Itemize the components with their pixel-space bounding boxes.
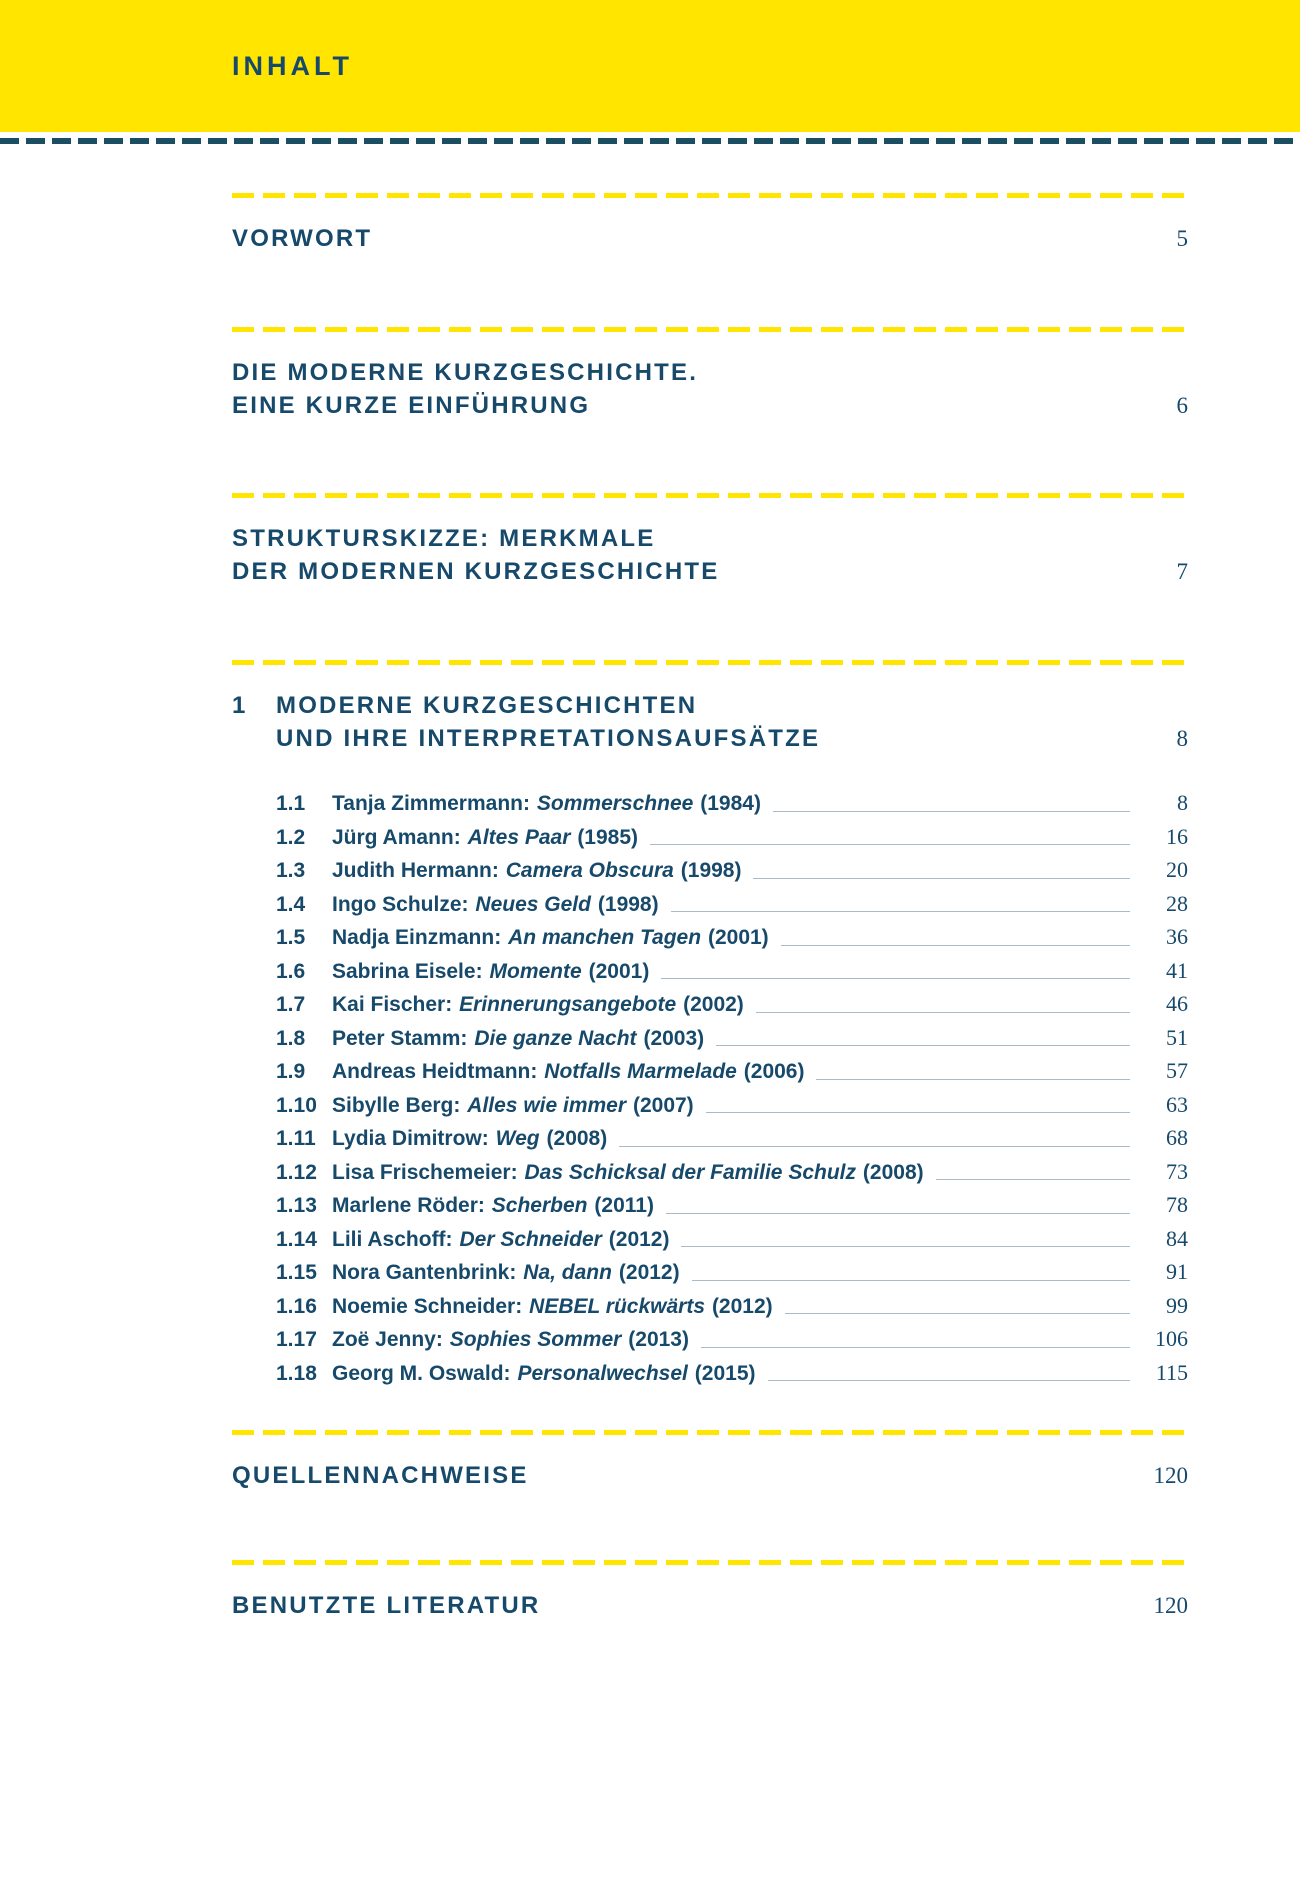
toc-entry <box>276 1356 1188 1390</box>
toc-entry <box>276 920 1188 954</box>
section-divider-dashed <box>232 493 1188 498</box>
entry-author: Marlene Röder: <box>332 1194 485 1217</box>
entry-author: Kai Fischer: <box>332 993 453 1016</box>
entry-title: Sophies Sommer <box>449 1328 622 1351</box>
entry-page-number: 28 <box>1166 890 1188 916</box>
entry-page-number: 99 <box>1166 1292 1188 1318</box>
header-divider-dashed <box>0 138 1300 144</box>
section-divider-dashed <box>232 1560 1188 1565</box>
toc-entry <box>276 786 1188 820</box>
entry-year: (2002) <box>683 993 744 1016</box>
leader-line <box>706 1112 1130 1113</box>
toc-entry <box>276 1054 1188 1088</box>
toc-entry <box>276 987 1188 1021</box>
leader-line <box>619 1146 1130 1147</box>
section-page-number: 5 <box>1176 226 1188 251</box>
toc-entry <box>276 1088 1188 1122</box>
entry-year: (2001) <box>588 959 650 983</box>
toc-section-4 <box>232 1430 1188 1492</box>
leader-line <box>773 811 1130 812</box>
section-divider-dashed <box>232 1430 1188 1435</box>
entry-title: Personalwechsel <box>517 1361 688 1385</box>
entry-title: Die ganze Nacht <box>474 1026 637 1050</box>
entry-author: Jürg Amann: <box>332 825 461 849</box>
entry-number: 1.16 <box>276 1294 317 1318</box>
entry-title: Altes Paar <box>467 825 571 849</box>
entry-author: Nora Gantenbrink: <box>332 1261 517 1284</box>
section-divider-dashed <box>232 660 1188 665</box>
page-title: INHALT <box>232 50 353 81</box>
entry-page-number: 63 <box>1166 1091 1188 1117</box>
entry-author: Peter Stamm: <box>332 1026 468 1050</box>
section-title-line: DIE MODERNE KURZGESCHICHTE. <box>232 359 699 386</box>
section-divider-dashed <box>232 193 1188 198</box>
section-title-line: MODERNE KURZGESCHICHTEN <box>276 692 698 719</box>
entry-title: Notfalls Marmelade <box>544 1060 737 1083</box>
section-title-line: STRUKTURSKIZZE: MERKMALE <box>232 525 656 552</box>
entry-author: Lili Aschoff: <box>332 1227 453 1251</box>
entry-title: Scherben <box>491 1194 588 1217</box>
entry-page-number: 115 <box>1155 1359 1188 1385</box>
entry-title: Momente <box>489 959 582 983</box>
entry-title: Neues Geld <box>475 892 591 916</box>
leader-line <box>756 1012 1130 1013</box>
entry-year: (2012) <box>618 1261 680 1284</box>
entry-page-number: 91 <box>1166 1259 1188 1284</box>
leader-line <box>768 1380 1131 1381</box>
entry-author: Sibylle Berg: <box>332 1093 461 1117</box>
leader-line <box>666 1213 1130 1214</box>
section-divider-dashed <box>232 327 1188 332</box>
entry-author: Lisa Frischemeier: <box>332 1160 518 1184</box>
entry-page-number: 20 <box>1166 857 1188 882</box>
toc-entry <box>276 1021 1188 1055</box>
leader-line <box>650 844 1130 845</box>
section-title-line: EINE KURZE EINFÜHRUNG <box>232 392 591 419</box>
toc-section-5 <box>232 1560 1188 1622</box>
entry-author: Nadja Einzmann: <box>332 926 502 949</box>
entry-title: Weg <box>495 1127 540 1150</box>
leader-line <box>701 1347 1130 1348</box>
entry-page-number: 46 <box>1166 991 1188 1016</box>
toc-section-0 <box>232 193 1188 255</box>
toc-entry <box>276 887 1188 921</box>
entry-page-number: 84 <box>1166 1225 1188 1251</box>
entry-number: 1.9 <box>276 1060 306 1083</box>
entry-year: (2015) <box>694 1361 756 1385</box>
entry-page-number: 16 <box>1166 823 1188 849</box>
toc-entry <box>276 954 1188 988</box>
header-band <box>0 0 1300 132</box>
entry-author: Ingo Schulze: <box>332 892 469 916</box>
entry-number: 1.14 <box>276 1227 317 1251</box>
toc-section-3 <box>232 660 1188 755</box>
entry-number: 1.10 <box>276 1093 317 1117</box>
entry-year: (2008) <box>862 1160 924 1184</box>
entry-year: (1998) <box>680 859 742 882</box>
entry-page-number: 8 <box>1177 790 1188 815</box>
entry-number: 1.1 <box>276 792 306 815</box>
entry-year: (2008) <box>546 1127 608 1150</box>
section-page-number: 6 <box>1176 393 1188 418</box>
entry-year: (2013) <box>628 1328 689 1351</box>
entry-page-number: 73 <box>1166 1158 1188 1184</box>
leader-line <box>716 1045 1130 1046</box>
entry-page-number: 51 <box>1166 1024 1188 1050</box>
leader-line <box>661 978 1130 979</box>
section-number: 1 <box>232 692 246 719</box>
entry-page-number: 36 <box>1166 924 1188 949</box>
entry-author: Judith Hermann: <box>332 859 499 882</box>
entry-number: 1.18 <box>276 1361 317 1385</box>
leader-line <box>816 1079 1130 1080</box>
section-page-number: 120 <box>1153 1593 1188 1618</box>
section-title-line: BENUTZTE LITERATUR <box>232 1592 541 1619</box>
section-title-line: UND IHRE INTERPRETATIONSAUFSÄTZE <box>276 725 821 752</box>
leader-line <box>692 1280 1130 1281</box>
entry-year: (1984) <box>700 792 761 815</box>
leader-line <box>671 911 1130 912</box>
toc-entry <box>276 853 1188 887</box>
entry-number: 1.4 <box>276 892 306 916</box>
entry-title: NEBEL rückwärts <box>529 1294 706 1318</box>
entry-year: (2012) <box>711 1294 773 1318</box>
entry-page-number: 41 <box>1166 957 1188 983</box>
toc-entry-list <box>276 786 1188 1389</box>
entry-year: (2003) <box>643 1026 705 1050</box>
leader-line <box>681 1246 1130 1247</box>
entry-number: 1.3 <box>276 859 306 882</box>
leader-line <box>785 1313 1130 1314</box>
entry-number: 1.11 <box>276 1127 316 1150</box>
section-title-line: DER MODERNEN KURZGESCHICHTE <box>232 558 720 585</box>
entry-year: (2001) <box>707 926 769 949</box>
toc-entry <box>276 1188 1188 1222</box>
toc-entry <box>276 1155 1188 1189</box>
entry-year: (1985) <box>577 825 639 849</box>
entry-number: 1.6 <box>276 959 306 983</box>
section-title-line: VORWORT <box>232 225 373 252</box>
entry-year: (2006) <box>743 1060 805 1083</box>
entry-author: Sabrina Eisele: <box>332 959 483 983</box>
entry-number: 1.5 <box>276 926 306 949</box>
entry-author: Noemie Schneider: <box>332 1294 523 1318</box>
leader-line <box>936 1179 1130 1180</box>
entry-author: Georg M. Oswald: <box>332 1361 511 1385</box>
entry-page-number: 57 <box>1166 1058 1188 1083</box>
entry-title: Der Schneider <box>459 1227 602 1251</box>
entry-number: 1.8 <box>276 1026 306 1050</box>
section-page-number: 7 <box>1176 559 1188 584</box>
entry-title: Na, dann <box>523 1261 612 1284</box>
entry-number: 1.12 <box>276 1160 317 1184</box>
entry-page-number: 68 <box>1166 1125 1188 1150</box>
toc-content <box>0 193 1300 1622</box>
leader-line <box>753 878 1130 879</box>
entry-author: Andreas Heidtmann: <box>332 1060 538 1083</box>
entry-title: Das Schicksal der Familie Schulz <box>524 1160 856 1184</box>
entry-year: (2007) <box>632 1093 694 1117</box>
toc-section-2 <box>232 493 1188 588</box>
entry-title: Alles wie immer <box>467 1093 627 1117</box>
section-title-line: QUELLENNACHWEISE <box>232 1462 529 1489</box>
section-page-number: 8 <box>1176 726 1188 751</box>
leader-line <box>781 945 1130 946</box>
toc-entry <box>276 1322 1188 1356</box>
entry-number: 1.7 <box>276 993 306 1016</box>
entry-page-number: 106 <box>1155 1326 1188 1351</box>
entry-number: 1.17 <box>276 1328 317 1351</box>
entry-title: Sommerschnee <box>536 792 694 815</box>
entry-page-number: 78 <box>1166 1192 1188 1217</box>
entry-year: (1998) <box>597 892 659 916</box>
toc-section-1 <box>232 327 1188 422</box>
entry-year: (2012) <box>608 1227 670 1251</box>
section-page-number: 120 <box>1153 1463 1188 1488</box>
entry-title: Camera Obscura <box>505 859 674 882</box>
toc-entry <box>276 1255 1188 1289</box>
entry-author: Tanja Zimmermann: <box>332 792 530 815</box>
entry-author: Zoë Jenny: <box>332 1328 443 1351</box>
entry-year: (2011) <box>594 1194 654 1217</box>
toc-entry <box>276 820 1188 854</box>
entry-title: Erinnerungsangebote <box>459 993 677 1016</box>
entry-number: 1.15 <box>276 1261 317 1284</box>
toc-entry <box>276 1222 1188 1256</box>
entry-author: Lydia Dimitrow: <box>332 1127 489 1150</box>
entry-number: 1.13 <box>276 1194 317 1217</box>
toc-entry <box>276 1121 1188 1155</box>
entry-title: An manchen Tagen <box>508 926 702 949</box>
entry-number: 1.2 <box>276 825 306 849</box>
toc-entry <box>276 1289 1188 1323</box>
